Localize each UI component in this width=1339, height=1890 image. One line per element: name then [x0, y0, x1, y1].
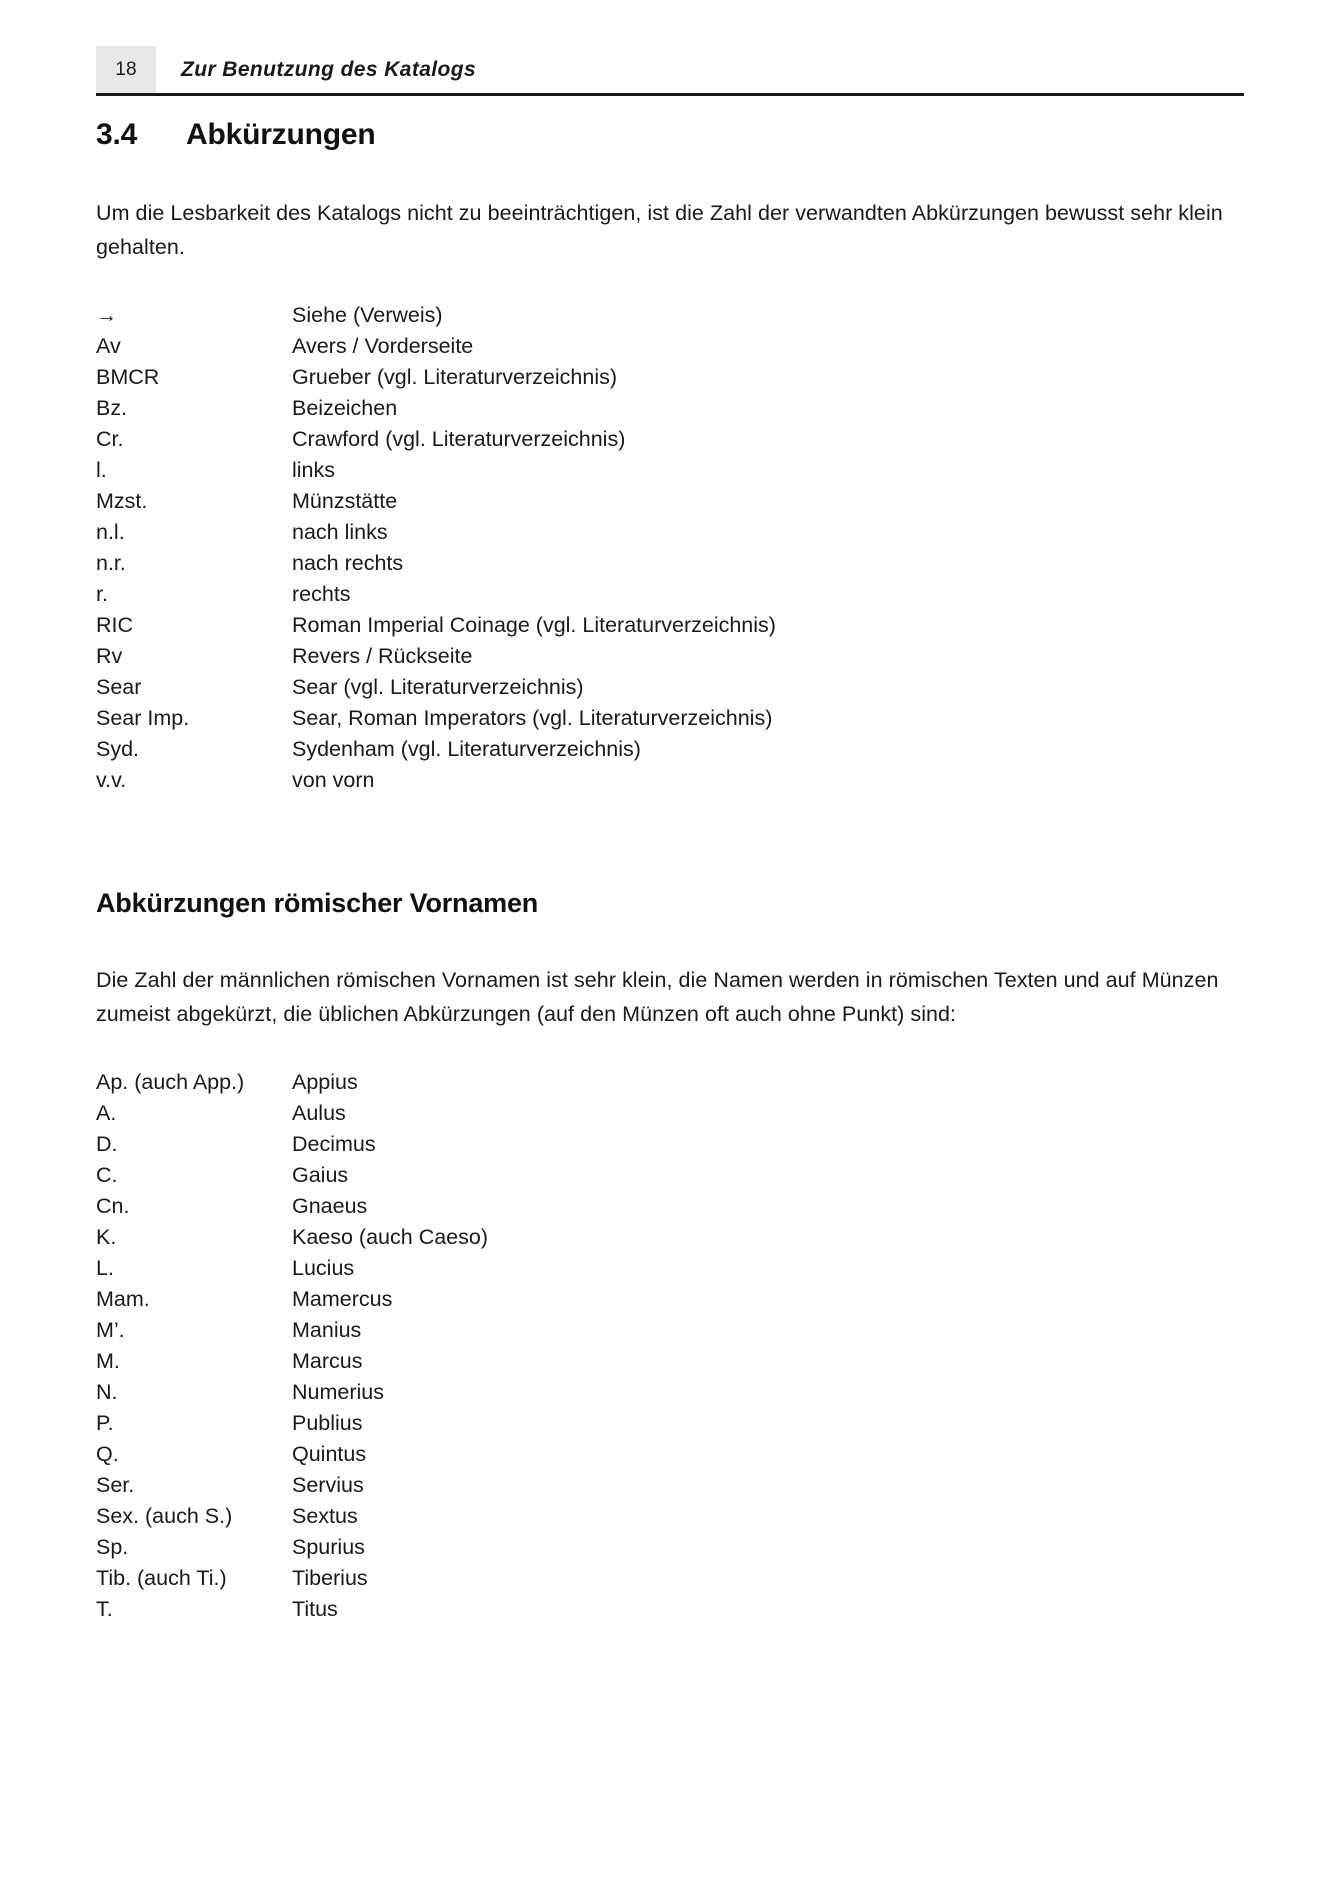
- praenomen-row: [96, 1129, 1246, 1160]
- abbreviation-row-term: Sear: [96, 675, 142, 699]
- praenomen-row-term: Q.: [96, 1442, 119, 1466]
- praenomen-row-term: P.: [96, 1411, 114, 1435]
- abbreviation-row-term: Syd.: [96, 737, 140, 761]
- praenomen-row-term: N.: [96, 1380, 118, 1404]
- praenomen-row-description: Lucius: [292, 1256, 355, 1280]
- praenomen-row-description: Spurius: [292, 1535, 365, 1559]
- abbreviation-row-term: v.v.: [96, 768, 127, 792]
- spacer: [96, 152, 1246, 196]
- praenomen-row-description: Gnaeus: [292, 1194, 368, 1218]
- praenomen-row: [96, 1284, 1246, 1315]
- praenomen-row-term: Tib. (auch Ti.): [96, 1566, 227, 1590]
- abbreviation-row-term: Sear Imp.: [96, 706, 190, 730]
- praenomen-row-term: L.: [96, 1256, 114, 1280]
- abbreviation-row-description: Grueber (vgl. Literaturverzeichnis): [292, 365, 618, 389]
- praenomen-row: [96, 1222, 1246, 1253]
- praenomen-row-term: Mam.: [96, 1287, 150, 1311]
- praenomen-row-description: Aulus: [292, 1101, 346, 1125]
- abbreviation-row: [96, 765, 1246, 796]
- praenomen-row: [96, 1315, 1246, 1346]
- praenomen-row-description: Appius: [292, 1070, 358, 1094]
- abbreviation-row-description: Sydenham (vgl. Literaturverzeichnis): [292, 737, 641, 761]
- abbreviation-row-term: n.l.: [96, 520, 125, 544]
- abbreviation-row: [96, 734, 1246, 765]
- praenomen-row-term: Cn.: [96, 1194, 130, 1218]
- abbreviation-row: [96, 424, 1246, 455]
- praenomen-row-term: Sp.: [96, 1535, 129, 1559]
- abbreviation-row-term: l.: [96, 458, 107, 482]
- section-number: 3.4: [96, 118, 138, 151]
- abbreviation-row: [96, 703, 1246, 734]
- abbreviation-row-term: Av: [96, 334, 121, 358]
- praenomen-row-description: Numerius: [292, 1380, 384, 1404]
- abbreviation-row-description: rechts: [292, 582, 351, 606]
- running-head: Zur Benutzung des Katalogs: [181, 58, 477, 81]
- abbreviation-row-description: links: [292, 458, 336, 482]
- abbreviation-row-term: RIC: [96, 613, 134, 637]
- praenomen-row-description: Kaeso (auch Caeso): [292, 1225, 488, 1249]
- praenomen-row-description: Servius: [292, 1473, 364, 1497]
- abbreviation-row: [96, 579, 1246, 610]
- praenomen-row-term: Ser.: [96, 1473, 135, 1497]
- praenomen-row-description: Marcus: [292, 1349, 363, 1373]
- abbreviation-row-term: →: [96, 304, 117, 327]
- praenomen-row-description: Publius: [292, 1411, 363, 1435]
- praenomen-row: [96, 1067, 1246, 1098]
- abbreviation-row-description: Siehe (Verweis): [292, 303, 443, 327]
- abbreviation-row-term: Rv: [96, 644, 123, 668]
- page-content: [96, 118, 1246, 1625]
- abbreviation-row: [96, 331, 1246, 362]
- abbreviation-row-term: Cr.: [96, 427, 124, 451]
- praenomen-row-term: A.: [96, 1101, 117, 1125]
- header-rule: [96, 93, 1244, 96]
- section-heading-vornamen: Abkürzungen römischer Vornamen: [96, 888, 539, 918]
- abbreviation-row: [96, 672, 1246, 703]
- praenomen-row-description: Tiberius: [292, 1566, 368, 1590]
- praenomen-row: [96, 1532, 1246, 1563]
- praenomen-row: [96, 1253, 1246, 1284]
- praenomen-row-description: Manius: [292, 1318, 362, 1342]
- section-title: Abkürzungen: [186, 118, 376, 151]
- abbreviation-list: [96, 300, 1246, 796]
- page-header: [96, 46, 1246, 94]
- praenomen-row-term: Ap. (auch App.): [96, 1070, 245, 1094]
- praenomen-row: [96, 1439, 1246, 1470]
- praenomen-row-description: Sextus: [292, 1504, 358, 1528]
- section-heading-abkuerzungen: [96, 118, 1246, 152]
- abbreviation-row-description: Revers / Rückseite: [292, 644, 473, 668]
- abbreviation-row-description: nach links: [292, 520, 388, 544]
- abbreviation-row: [96, 610, 1246, 641]
- abbreviation-row: [96, 486, 1246, 517]
- abbreviation-row-description: von vorn: [292, 768, 375, 792]
- abbreviation-row-term: r.: [96, 582, 108, 606]
- praenomen-row-description: Titus: [292, 1597, 338, 1621]
- praenomen-row: [96, 1346, 1246, 1377]
- praenomen-list: [96, 1067, 1246, 1625]
- praenomen-row-description: Mamercus: [292, 1287, 393, 1311]
- praenomen-row-term: Sex. (auch S.): [96, 1504, 233, 1528]
- abbreviation-row: [96, 548, 1246, 579]
- praenomina-intro-paragraph: Die Zahl der männlichen römischen Vornamen ist sehr klein, die Namen werden in römischen Texten und auf Münzen zumeist abgekürzt, die üblichen Abkürzungen (auf den Münzen oft auch ohne Punkt) sind:: [96, 968, 1219, 1026]
- abbreviation-row: [96, 362, 1246, 393]
- spacer: [96, 1031, 1246, 1067]
- spacer: [96, 796, 1246, 888]
- abbreviation-row-description: Sear, Roman Imperators (vgl. Literaturverzeichnis): [292, 706, 773, 730]
- abbreviation-row-term: Mzst.: [96, 489, 148, 513]
- praenomen-row-term: M’.: [96, 1318, 125, 1342]
- praenomen-row: [96, 1470, 1246, 1501]
- praenomen-row: [96, 1501, 1246, 1532]
- abbreviation-row-term: BMCR: [96, 365, 160, 389]
- praenomen-row: [96, 1160, 1246, 1191]
- abbreviation-row-description: Crawford (vgl. Literaturverzeichnis): [292, 427, 626, 451]
- abbreviation-row: [96, 393, 1246, 424]
- folio-number: 18: [96, 46, 156, 94]
- abbreviation-row: [96, 641, 1246, 672]
- praenomen-row-term: C.: [96, 1163, 118, 1187]
- praenomen-row: [96, 1377, 1246, 1408]
- praenomen-row-term: K.: [96, 1225, 117, 1249]
- praenomen-row: [96, 1191, 1246, 1222]
- spacer: [96, 264, 1246, 300]
- praenomen-row-description: Quintus: [292, 1442, 367, 1466]
- abbreviation-row: [96, 300, 1246, 331]
- praenomen-row: [96, 1594, 1246, 1625]
- praenomen-row-description: Decimus: [292, 1132, 376, 1156]
- spacer: [96, 919, 1246, 963]
- abbreviation-row: [96, 517, 1246, 548]
- praenomen-row-description: Gaius: [292, 1163, 349, 1187]
- abbreviation-row-term: Bz.: [96, 396, 128, 420]
- section-intro-paragraph: Um die Lesbarkeit des Katalogs nicht zu beeinträchtigen, ist die Zahl der verwandten Abkürzungen bewusst sehr klein gehalten.: [96, 201, 1223, 259]
- praenomen-row-term: M.: [96, 1349, 120, 1373]
- praenomen-row-term: T.: [96, 1597, 113, 1621]
- praenomen-row: [96, 1563, 1246, 1594]
- praenomen-row: [96, 1098, 1246, 1129]
- abbreviation-row-description: Sear (vgl. Literaturverzeichnis): [292, 675, 584, 699]
- abbreviation-row-description: Avers / Vorderseite: [292, 334, 474, 358]
- abbreviation-row-description: nach rechts: [292, 551, 404, 575]
- praenomen-row: [96, 1408, 1246, 1439]
- abbreviation-row: [96, 455, 1246, 486]
- abbreviation-row-description: Münzstätte: [292, 489, 398, 513]
- praenomen-row-term: D.: [96, 1132, 118, 1156]
- abbreviation-row-description: Beizeichen: [292, 396, 398, 420]
- abbreviation-row-description: Roman Imperial Coinage (vgl. Literaturverzeichnis): [292, 613, 776, 637]
- abbreviation-row-term: n.r.: [96, 551, 126, 575]
